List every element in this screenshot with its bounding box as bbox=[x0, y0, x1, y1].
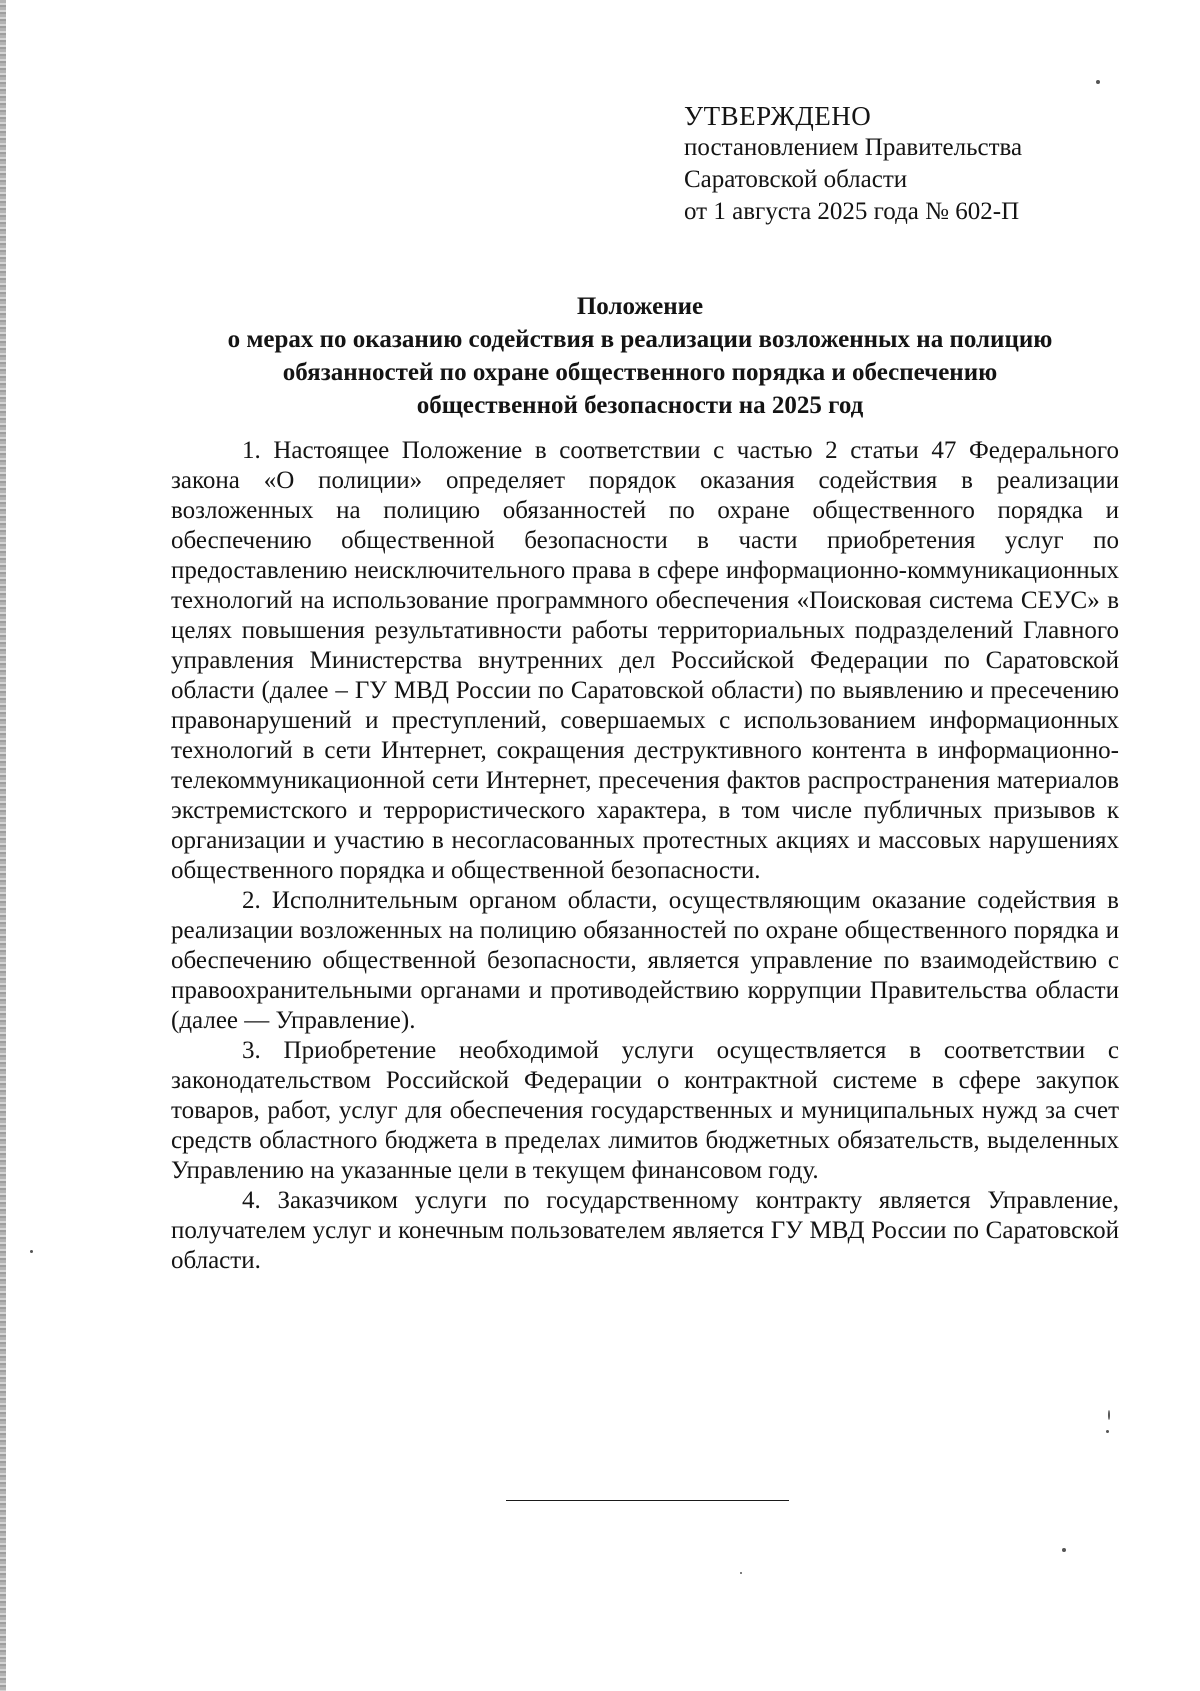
paragraph-4: 4. Заказчиком услуги по государственному контракту является Управление, получателем услуг и конечным пользователем является ГУ МВД России по Саратовской области. bbox=[171, 1187, 1119, 1274]
scan-speck bbox=[1108, 1410, 1110, 1420]
scan-speck bbox=[1106, 1430, 1109, 1433]
paragraph-3: 3. Приобретение необходимой услуги осуществляется в соответствии с законодательством Российской Федерации о контрактной системе в сфере закупок товаров, работ, услуг для обеспечения государственных и муниципальных нужд за счет средств областного бюджета в пределах лимитов бюджетных обязательств, выделенных Управлению на указанные цели в текущем финансовом году. bbox=[171, 1037, 1119, 1184]
approval-block bbox=[684, 100, 1104, 228]
scan-speck bbox=[1062, 1548, 1066, 1552]
approval-line: Саратовской области bbox=[684, 166, 908, 193]
heading-title: Положение bbox=[576, 293, 704, 320]
heading-subtitle-line: общественной безопасности на 2025 год bbox=[416, 392, 864, 419]
document-body bbox=[171, 436, 1119, 1276]
paragraph-2: 2. Исполнительным органом области, осуществляющим оказание содействия в реализации возложенных на полицию обязанностей по охране общественного порядка и обеспечению общественной безопасности, является управление по взаимодействию с правоохранительными органами и противодействию коррупции Правительства области (далее — Управление). bbox=[171, 887, 1119, 1034]
scan-speck bbox=[1096, 80, 1100, 84]
approval-date-number: от 1 августа 2025 года № 602-П bbox=[684, 198, 1020, 225]
end-divider-line bbox=[506, 1500, 789, 1501]
scan-edge-artifact bbox=[0, 0, 6, 1691]
paragraph-1: 1. Настоящее Положение в соответствии с частью 2 статьи 47 Федерального закона «О полиции» определяет порядок оказания содействия в реализации возложенных на полицию обязанностей по охране общественного порядка и обеспечению общественной безопасности в части приобретения услуг по предоставлению неисключительного права в сфере информационно-коммуникационных технологий на использование программного обеспечения «Поисковая система СЕУС» в целях повышения результативности работы территориальных подразделений Главного управления Министерства внутренних дел Российской Федерации по Саратовской области (далее – ГУ МВД России по Саратовской области) по выявлению и пресечению правонарушений и преступлений, совершаемых с использованием информационных технологий в сети Интернет, сокращения деструктивного контента в информационно-телекоммуникационной сети Интернет, пресечения фактов распространения материалов экстремистского и террористического характера, в том числе публичных призывов к организации и участию в несогласованных протестных акциях и массовых нарушениях общественного порядка и общественной безопасности. bbox=[171, 437, 1119, 884]
heading-subtitle-line: обязанностей по охране общественного порядка и обеспечению bbox=[282, 359, 998, 386]
approval-title: УТВЕРЖДЕНО bbox=[684, 101, 872, 131]
scan-speck bbox=[30, 1250, 33, 1253]
approval-line: постановлением Правительства bbox=[684, 134, 1023, 161]
document-heading bbox=[120, 290, 1160, 422]
scan-speck bbox=[740, 1572, 742, 1574]
heading-subtitle-line: о мерах по оказанию содействия в реализации возложенных на полицию bbox=[227, 326, 1053, 353]
